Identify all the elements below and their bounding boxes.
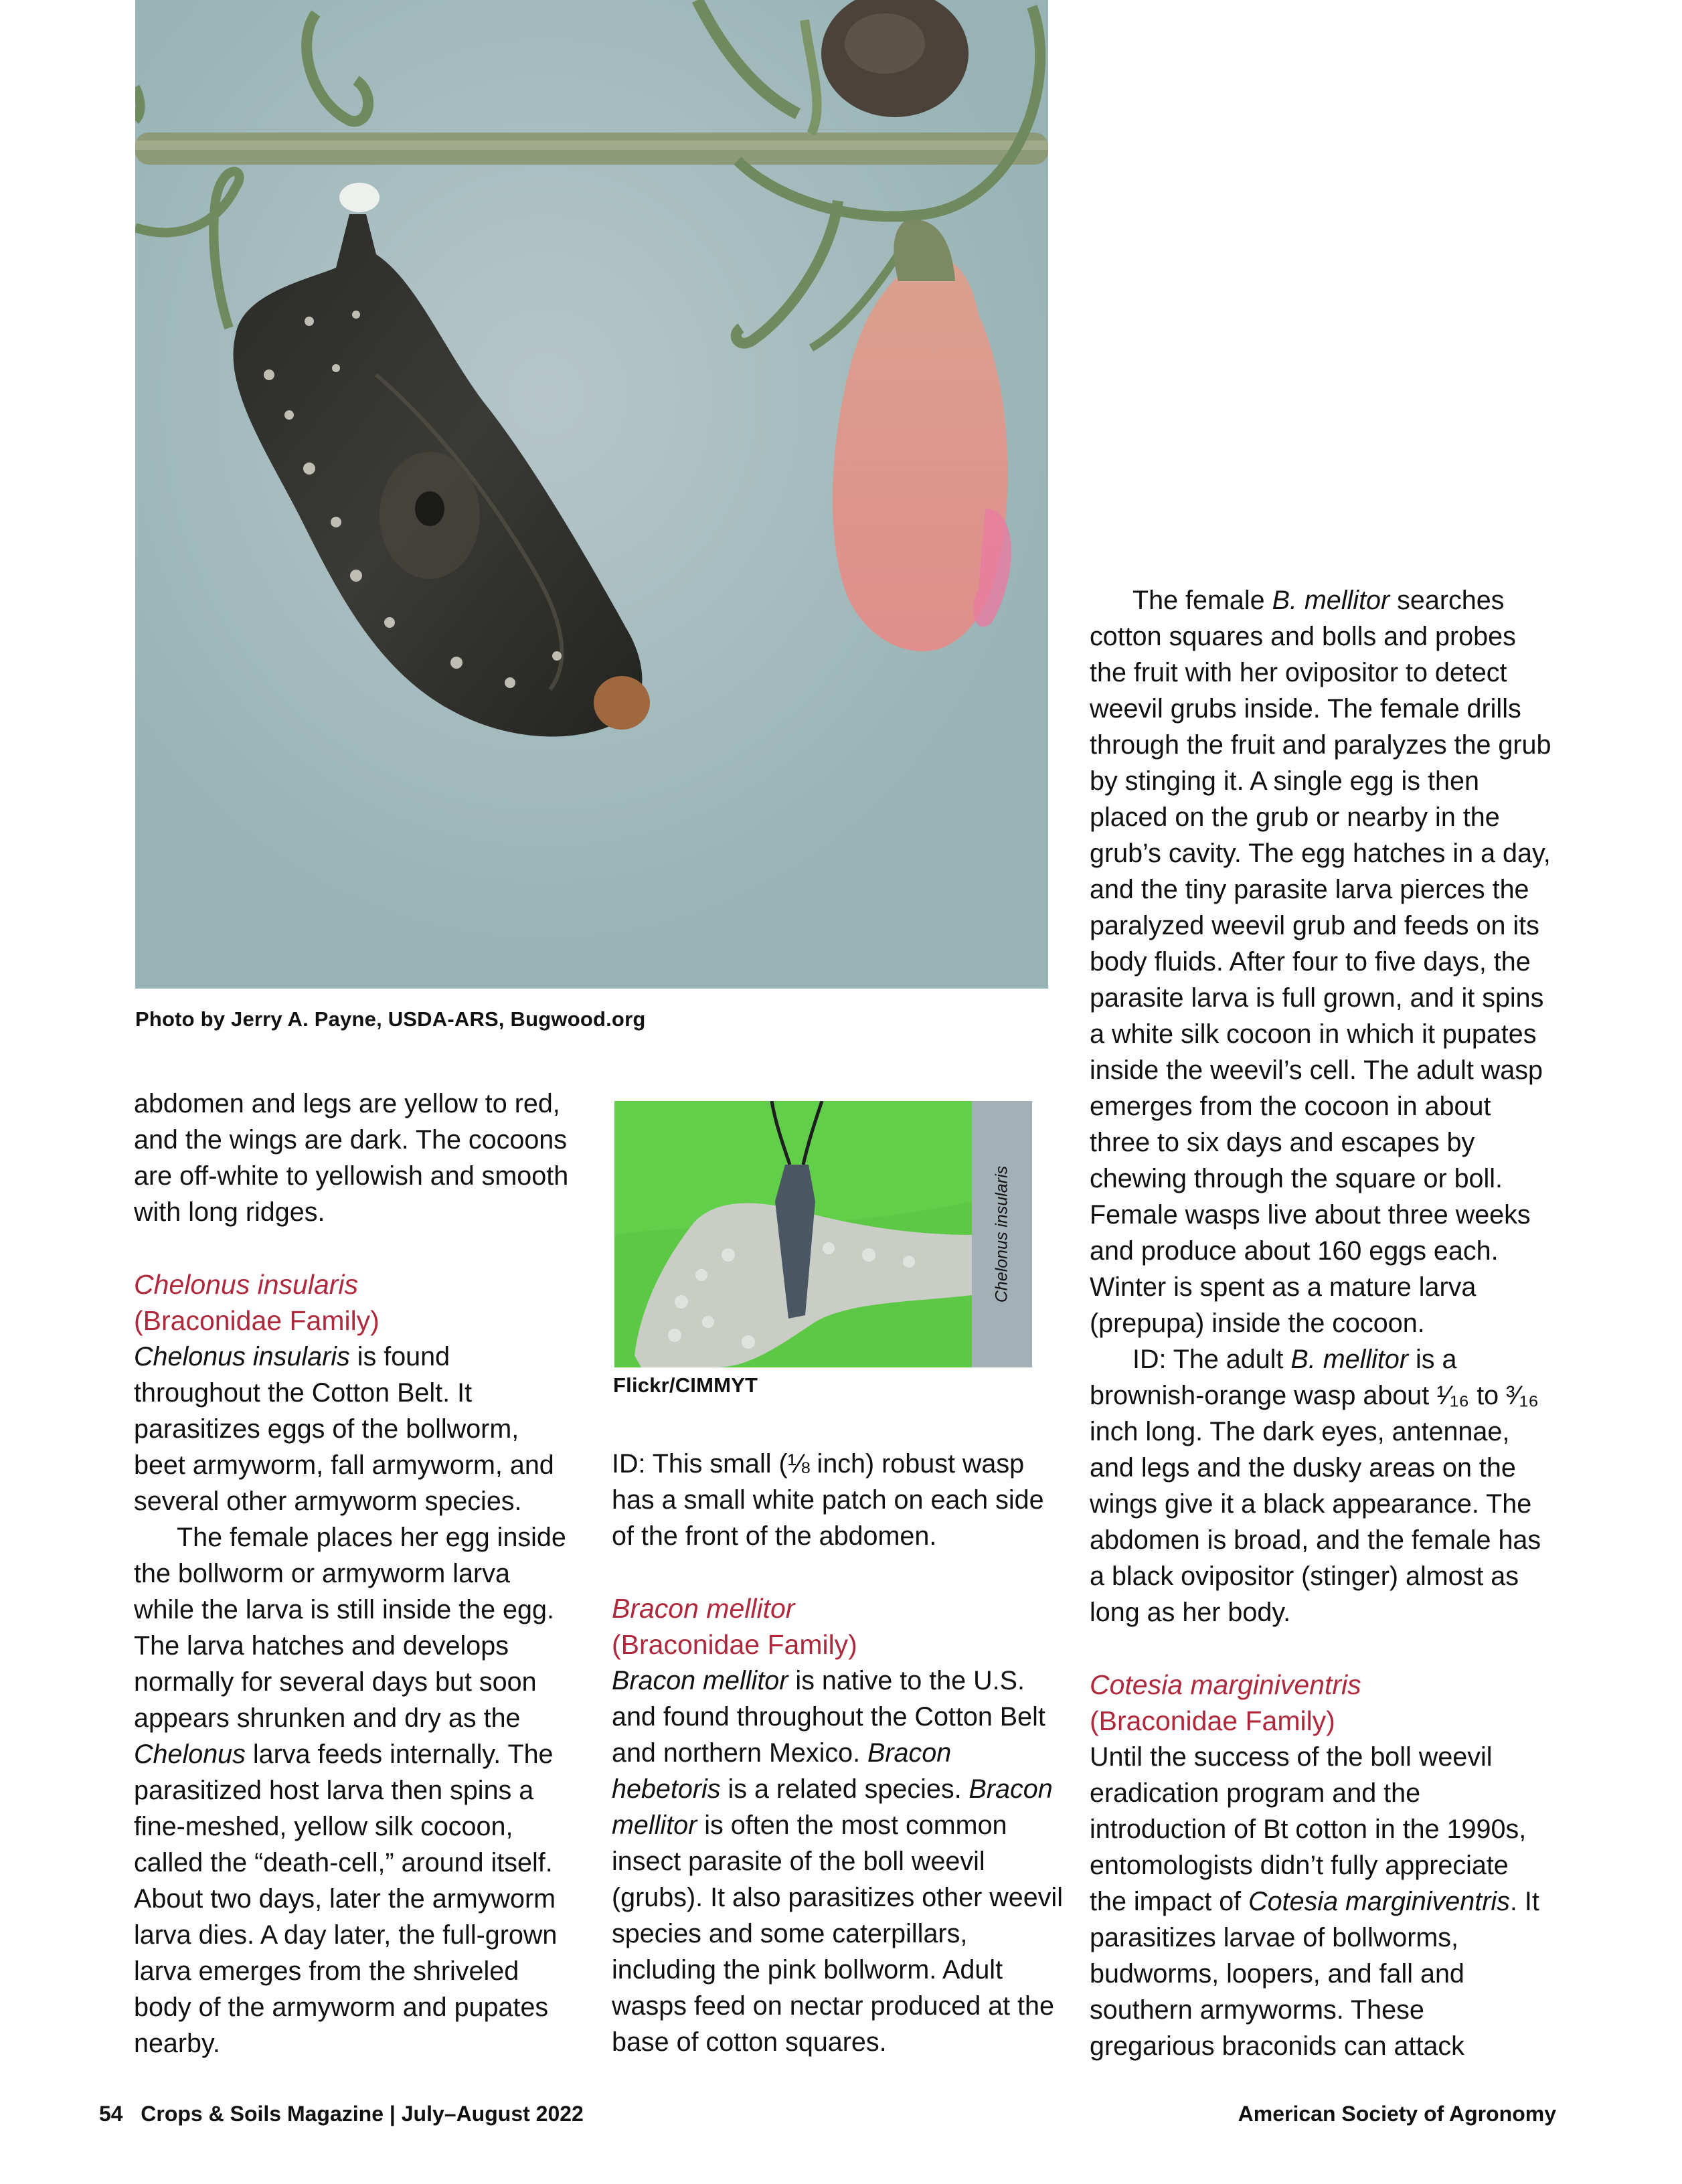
- paragraph-text: The female: [1132, 586, 1272, 615]
- column-3: [1090, 582, 1551, 2064]
- species-name: B. mellitor: [1272, 586, 1390, 615]
- paragraph: [1090, 1739, 1551, 2064]
- heading-species: Cotesia marginiventris: [1090, 1669, 1361, 1700]
- section-heading-family: (Braconidae Family): [1090, 1705, 1335, 1736]
- wasp-photo: [614, 1101, 1032, 1367]
- paragraph-text: is a related species.: [720, 1774, 969, 1804]
- paragraph-text: is a brownish-orange wasp about ¹⁄₁₆ to ³⁄₁₆ inch long. The dark eyes, antennae, and legs and the dusky areas on the wings give it a black appearance. The abdomen is broad, and the female has a black ovipositor (stinger) almost as long as her body.: [1090, 1345, 1541, 1627]
- section-heading-chelonus: [134, 1266, 569, 1303]
- paragraph: [134, 1339, 569, 1519]
- section-heading-cotesia: [1090, 1667, 1551, 1703]
- paragraph: [612, 1663, 1067, 2060]
- paragraph: [1090, 1341, 1551, 1630]
- chrysalis-photo-illustration: [135, 0, 1048, 989]
- column-1: [134, 1086, 569, 2062]
- chrysalis-tip: [594, 676, 650, 730]
- species-name: Bracon hebetoris: [612, 1738, 952, 1804]
- species-name: Bracon mellitor: [612, 1666, 788, 1695]
- paragraph-text: Until the success of the boll weevil eradication program and the introduction of Bt cotton in the 1990s, entomologists didn’t fully appreciate the impact of: [1090, 1742, 1527, 1916]
- paragraph: abdomen and legs are yellow to red, and the wings are dark. The cocoons are off-white to yellowish and smooth with long ridges.: [134, 1089, 569, 1227]
- society-name: American Society of Agronomy: [1238, 2102, 1556, 2126]
- species-name: Bracon mellitor: [612, 1774, 1053, 1840]
- paragraph: [1090, 582, 1551, 1341]
- paragraph-text: larva feeds internally. The parasitized host larva then spins a fine-meshed, yellow silk cocoon, called the “death-cell,” around itself. About two days, later the armyworm larva dies. A day later, the full-grown larva emerges from the shriveled body of the armyworm and pupates nearby.: [134, 1740, 558, 2058]
- paragraph-text: is native to the U.S. and found throughout the Cotton Belt and northern Mexico.: [612, 1666, 1045, 1768]
- column-2: [612, 1446, 1067, 2060]
- small-photo-credit: Flickr/CIMMYT: [613, 1373, 758, 1397]
- paragraph: ID: This small (⅛ inch) robust wasp has a small white patch on each side of the front of the abdomen.: [612, 1449, 1044, 1551]
- page-footer-right: [1238, 2102, 1556, 2126]
- wasp-on-eggs-illustration: [614, 1101, 972, 1367]
- species-name: Chelonus insularis: [134, 1342, 350, 1371]
- paragraph-text: is found throughout the Cotton Belt. It parasitizes eggs of the bollworm, beet armyworm, fall armyworm, and several other armyworm species.: [134, 1342, 554, 1516]
- silk-pad: [339, 183, 380, 212]
- publication-info: Crops & Soils Magazine | July–August 2022: [141, 2102, 584, 2126]
- paragraph: [134, 1519, 569, 2062]
- species-name: Chelonus: [134, 1740, 246, 1769]
- page-number: 54: [99, 2102, 123, 2126]
- page-footer-left: [99, 2102, 584, 2126]
- section-heading-family: (Braconidae Family): [612, 1629, 857, 1660]
- paragraph-text: . It parasitizes larvae of bollworms, budworms, loopers, and fall and southern armyworms. These gregarious braconids can attack: [1090, 1887, 1539, 2061]
- main-photo-credit: Photo by Jerry A. Payne, USDA-ARS, Bugwood.org: [135, 1007, 646, 1031]
- species-name: B. mellitor: [1290, 1345, 1408, 1374]
- species-label-strip: [972, 1101, 1032, 1367]
- species-side-label: Chelonus insularis: [992, 1165, 1011, 1303]
- section-heading-family: (Braconidae Family): [134, 1305, 380, 1336]
- species-name: Cotesia marginiventris: [1248, 1887, 1510, 1916]
- paragraph-text: ID: The adult: [1132, 1345, 1291, 1374]
- heading-species: Bracon mellitor: [612, 1593, 795, 1624]
- paragraph-text: searches cotton squares and bolls and probes the fruit with her ovipositor to detect weevil grubs inside. The female drills through the fruit and paralyzes the grub by stinging it. A single egg is then placed on the grub or nearby in the grub’s cavity. The egg hatches in a day, and the tiny parasite larva pierces the paralyzed weevil grub and feeds on its body fluids. After four to five days, the parasite larva is full grown, and it spins a white silk cocoon in which it pupates inside the weevil’s cell. The adult wasp emerges from the cocoon in about three to six days and escapes by chewing through the square or boll. Female wasps live about three weeks and produce about 160 eggs each. Winter is spent as a mature larva (prepupa) inside the cocoon.: [1090, 586, 1551, 1338]
- paragraph-text: The female places her egg inside the bollworm or armyworm larva while the larva is still inside the egg. The larva hatches and develops normally for several days but soon appears shrunken and dry as the: [134, 1523, 566, 1733]
- heading-species: Chelonus insularis: [134, 1269, 359, 1300]
- main-photo: [135, 0, 1048, 989]
- paragraph-text: is often the most common insect parasite of the boll weevil (grubs). It also parasitizes other weevil species and some caterpillars, including the pink bollworm. Adult wasps feed on nectar produced at the base of cotton squares.: [612, 1811, 1063, 2057]
- section-heading-bracon: [612, 1590, 1067, 1626]
